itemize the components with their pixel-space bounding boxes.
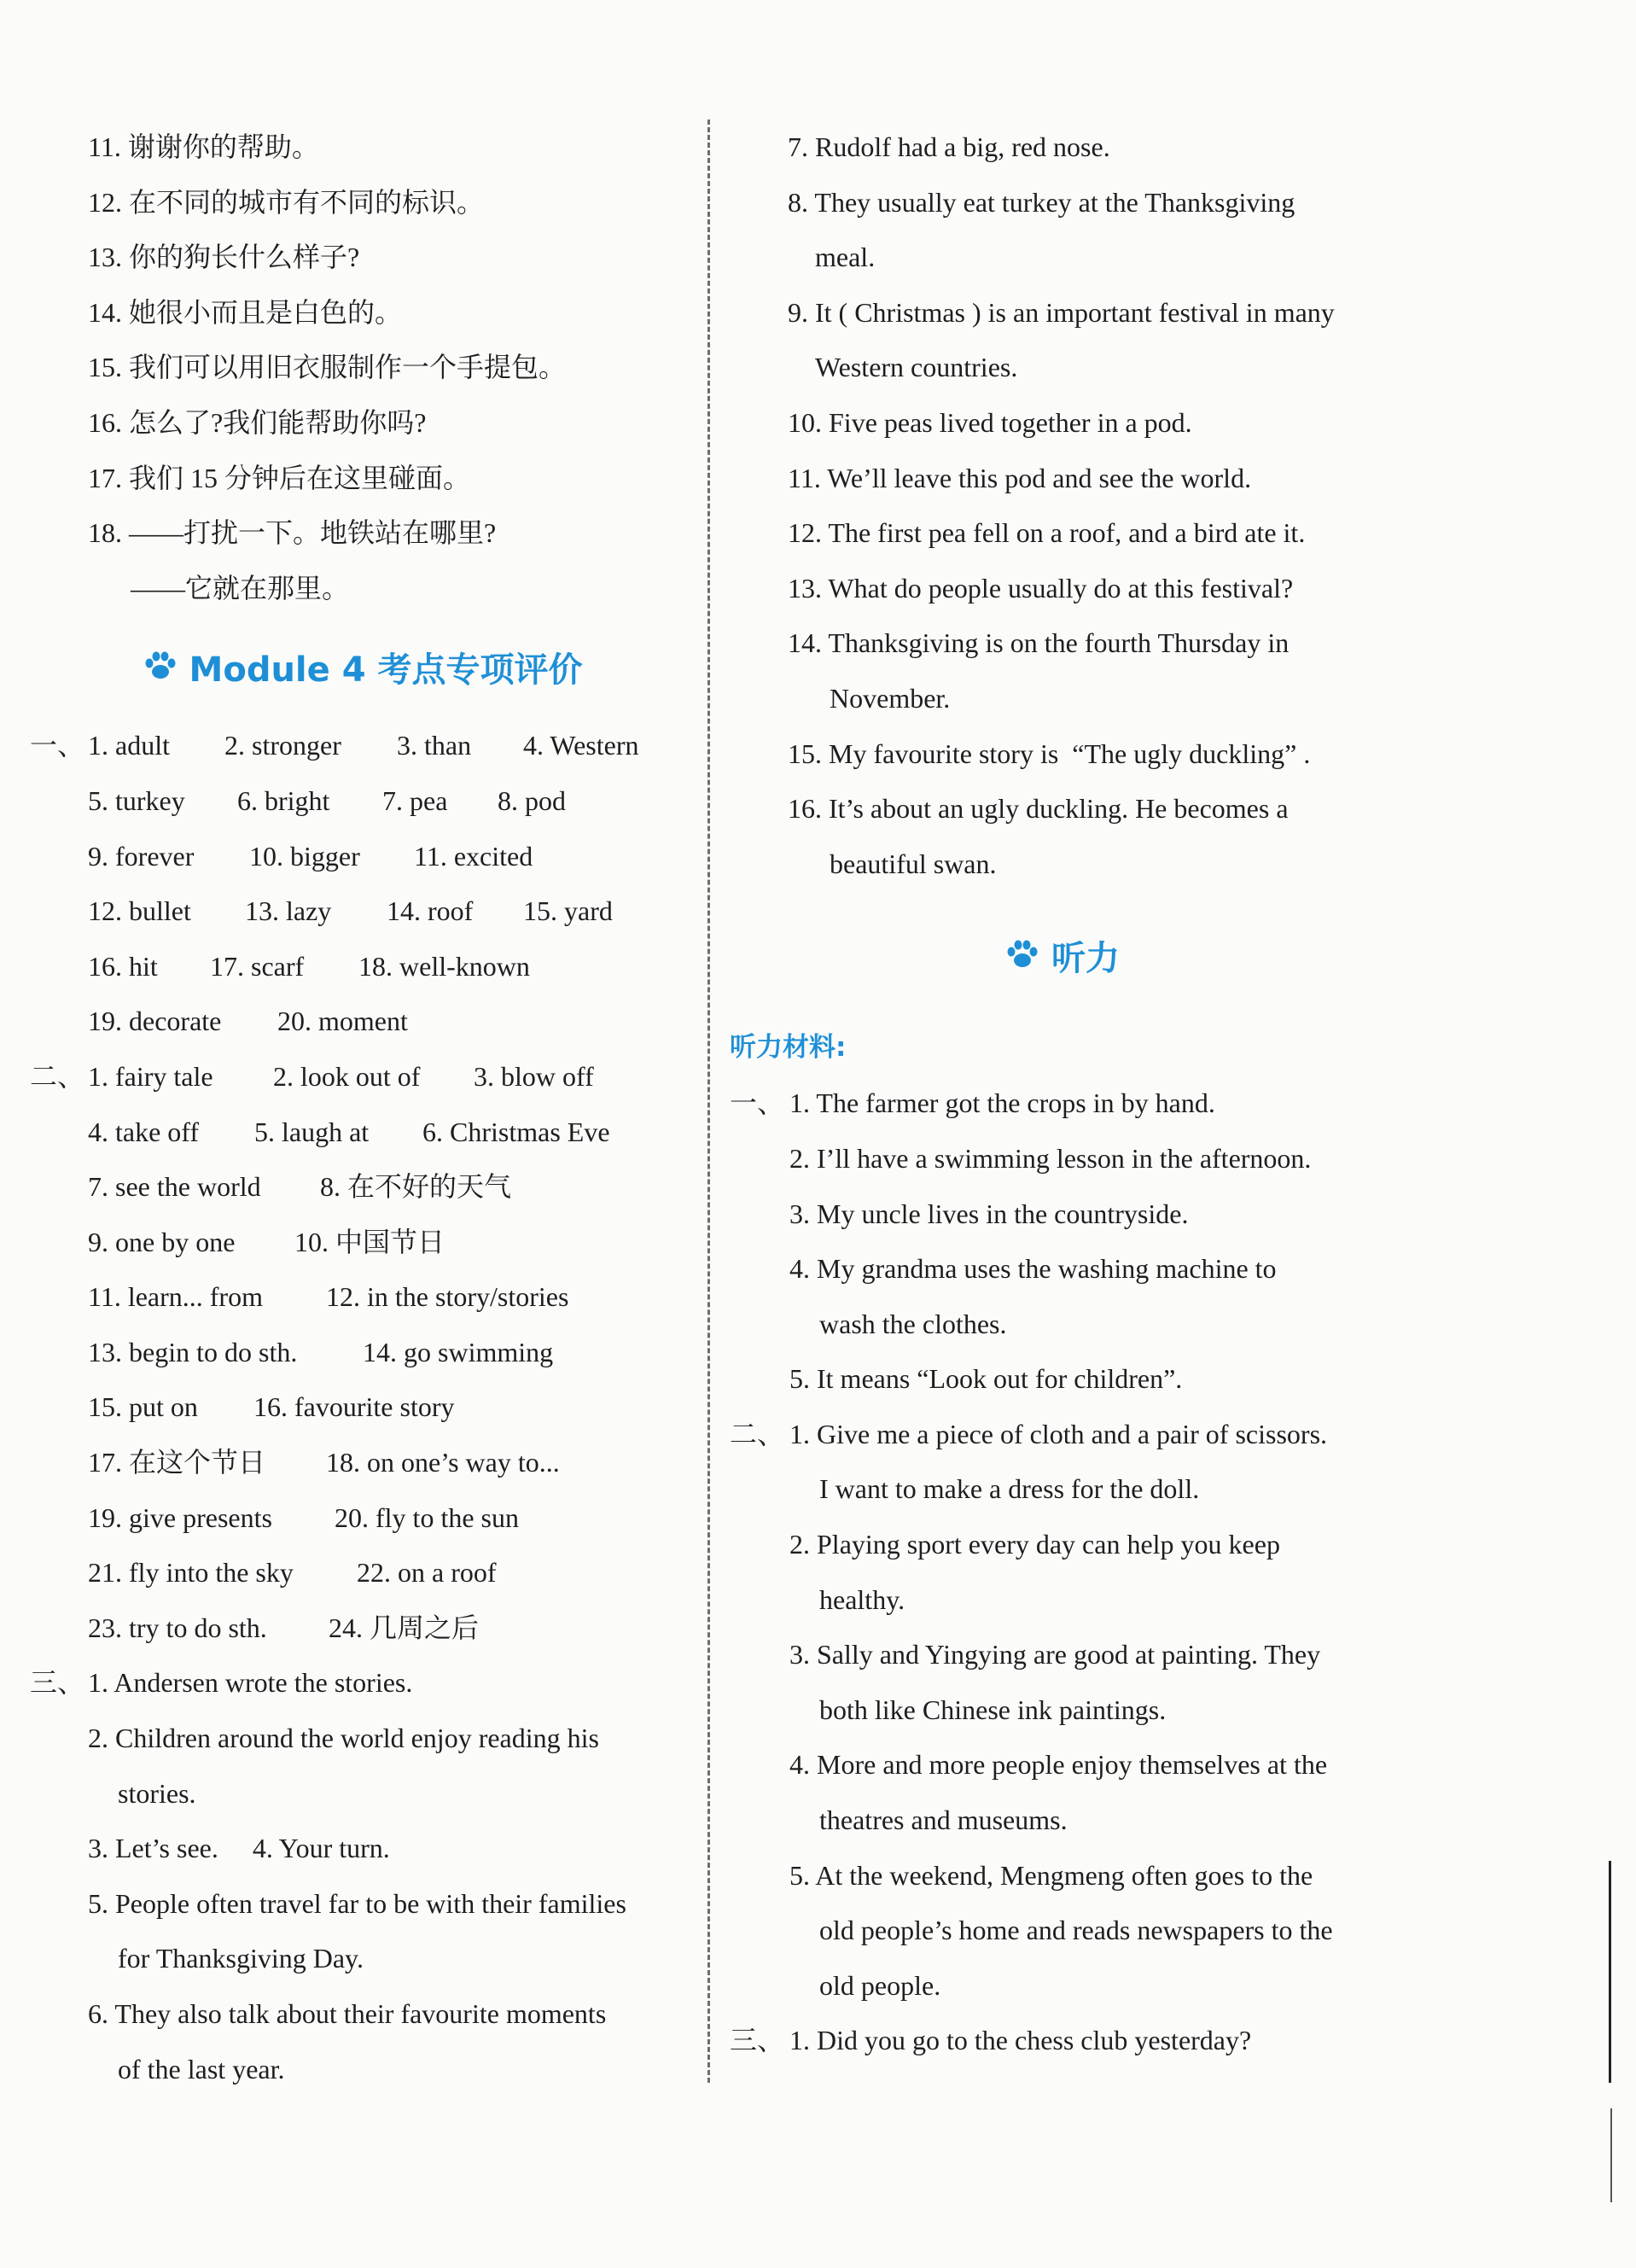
- answer-row: 三、 1. Andersen wrote the stories.: [30, 1655, 696, 1711]
- listening-heading: [730, 891, 1395, 1019]
- list-item: ——它就在那里。: [131, 572, 350, 603]
- section-marker: 一、: [730, 1087, 785, 1119]
- answer-row: 17. 在这个节日 18. on one’s way to...: [88, 1447, 560, 1478]
- section-marker: 二、: [30, 1060, 85, 1092]
- answer-row: 12. bullet 13. lazy 14. roof 15. yard: [88, 895, 613, 927]
- answer-row: 二、 1. Give me a piece of cloth and a pair of scissors.: [730, 1407, 1395, 1462]
- answer-row: 15. My favourite story is “The ugly duckling” .: [788, 738, 1311, 769]
- scan-edge-mark: [1610, 2108, 1612, 2202]
- answer-row: 21. fly into the sky 22. on a roof: [88, 1557, 497, 1589]
- answer-row: 一、 1. adult 2. stronger 3. than 4. Western: [30, 718, 696, 773]
- module-heading: [30, 615, 696, 718]
- section-marker: 三、: [730, 2025, 785, 2056]
- answer-row: healthy.: [819, 1583, 905, 1615]
- answer-row: theatres and museums.: [819, 1804, 1068, 1836]
- answer-row: 一、 1. The farmer got the crops in by hand.: [730, 1076, 1395, 1131]
- list-item: 18. ——打扰一下。地铁站在哪里?: [88, 517, 497, 549]
- list-item: 17. 我们 15 分钟后在这里碰面。: [88, 462, 471, 493]
- answer-row: 5. turkey 6. bright 7. pea 8. pod: [88, 784, 566, 816]
- answer-row: 9. one by one 10. 中国节日: [88, 1226, 445, 1257]
- answer-row: 5. At the weekend, Mengmeng often goes to the: [789, 1859, 1313, 1891]
- answer-row: 3. Sally and Yingying are good at painting. They: [789, 1639, 1321, 1670]
- answer-row: 16. It’s about an ugly duckling. He becomes a: [788, 793, 1289, 825]
- answer-row: 5. People often travel far to be with their families: [88, 1887, 626, 1919]
- answer-row: stories.: [118, 1777, 196, 1809]
- answer-row: November.: [830, 682, 951, 714]
- answer-row: 3. My uncle lives in the countryside.: [789, 1198, 1189, 1229]
- right-column: [730, 120, 1395, 2068]
- answer-row: meal.: [815, 242, 876, 273]
- section-marker: 一、: [30, 730, 85, 761]
- answer-row: 8. They usually eat turkey at the Thanksgiving: [788, 186, 1295, 218]
- answer-row: 13. What do people usually do at this festival?: [788, 572, 1294, 603]
- paw-icon: [1005, 940, 1039, 971]
- column-divider: [707, 120, 710, 2083]
- answer-row: 19. give presents 20. fly to the sun: [88, 1501, 519, 1533]
- answer-row: 三、 1. Did you go to the chess club yesterday?: [730, 2013, 1395, 2068]
- answer-row: 4. take off 5. laugh at 6. Christmas Eve: [88, 1116, 610, 1147]
- answer-row: for Thanksgiving Day.: [118, 1943, 364, 1974]
- answer-row: old people.: [819, 1969, 941, 2001]
- answer-row: 3. Let’s see. 4. Your turn.: [88, 1833, 390, 1864]
- answer-row: 2. Playing sport every day can help you keep: [789, 1529, 1280, 1560]
- answer-row: 6. They also talk about their favourite moments: [88, 1998, 607, 2029]
- answer-row: 13. begin to do sth. 14. go swimming: [88, 1336, 554, 1367]
- list-item: 14. 她很小而且是白色的。: [88, 296, 403, 328]
- list-item: 13. 你的狗长什么样子?: [88, 242, 360, 273]
- scan-edge-mark: [1609, 1861, 1611, 2083]
- listening-material-label: 听力材料:: [730, 1032, 847, 1064]
- answer-row: 4. My grandma uses the washing machine to: [789, 1253, 1277, 1285]
- list-item: 12. 在不同的城市有不同的标识。: [88, 186, 485, 218]
- list-item: 15. 我们可以用旧衣服制作一个手提包。: [88, 352, 567, 383]
- answer-row: 7. Rudolf had a big, red nose.: [788, 131, 1110, 162]
- answer-row: 15. put on 16. favourite story: [88, 1391, 455, 1423]
- answer-row: 11. learn... from 12. in the story/stories: [88, 1281, 569, 1313]
- module-title: Module 4 考点专项评价: [189, 650, 583, 690]
- answer-row: wash the clothes.: [819, 1308, 1007, 1339]
- answer-row: 19. decorate 20. moment: [88, 1006, 408, 1037]
- answer-row: 7. see the world 8. 在不好的天气: [88, 1171, 512, 1203]
- listening-title: 听力: [1051, 938, 1120, 978]
- answer-row: I want to make a dress for the doll.: [819, 1473, 1200, 1505]
- answer-row: 9. forever 10. bigger 11. excited: [88, 840, 533, 872]
- answer-row: 12. The first pea fell on a roof, and a bird ate it.: [788, 517, 1306, 549]
- section-marker: 三、: [30, 1667, 85, 1699]
- left-column: [30, 120, 696, 2096]
- answer-row: beautiful swan.: [830, 848, 997, 879]
- answer-row: 11. We’ll leave this pod and see the world.: [788, 462, 1252, 493]
- answer-row: 9. It ( Christmas ) is an important festival in many: [788, 296, 1335, 328]
- answer-row: 2. I’ll have a swimming lesson in the afternoon.: [789, 1142, 1312, 1174]
- list-item: 11. 谢谢你的帮助。: [88, 131, 319, 162]
- answer-row: 10. Five peas lived together in a pod.: [788, 406, 1192, 438]
- list-item: 16. 怎么了?我们能帮助你吗?: [88, 406, 427, 438]
- answer-row: 2. Children around the world enjoy reading his: [88, 1723, 599, 1754]
- section-marker: 二、: [730, 1418, 785, 1449]
- answer-row: of the last year.: [118, 2053, 285, 2084]
- paw-icon: [143, 651, 178, 682]
- answer-row: 16. hit 17. scarf 18. well-known: [88, 950, 530, 982]
- answer-row: both like Chinese ink paintings.: [819, 1694, 1167, 1725]
- answer-row: 二、 1. fairy tale 2. look out of 3. blow off: [30, 1049, 696, 1105]
- answer-row: 23. try to do sth. 24. 几周之后: [88, 1612, 480, 1643]
- answer-row: Western countries.: [815, 352, 1018, 383]
- answer-row: 14. Thanksgiving is on the fourth Thursday in: [788, 627, 1290, 659]
- answer-row: 4. More and more people enjoy themselves at the: [789, 1749, 1328, 1781]
- answer-row: 5. It means “Look out for children”.: [789, 1363, 1183, 1395]
- answer-row: old people’s home and reads newspapers to the: [819, 1915, 1333, 1946]
